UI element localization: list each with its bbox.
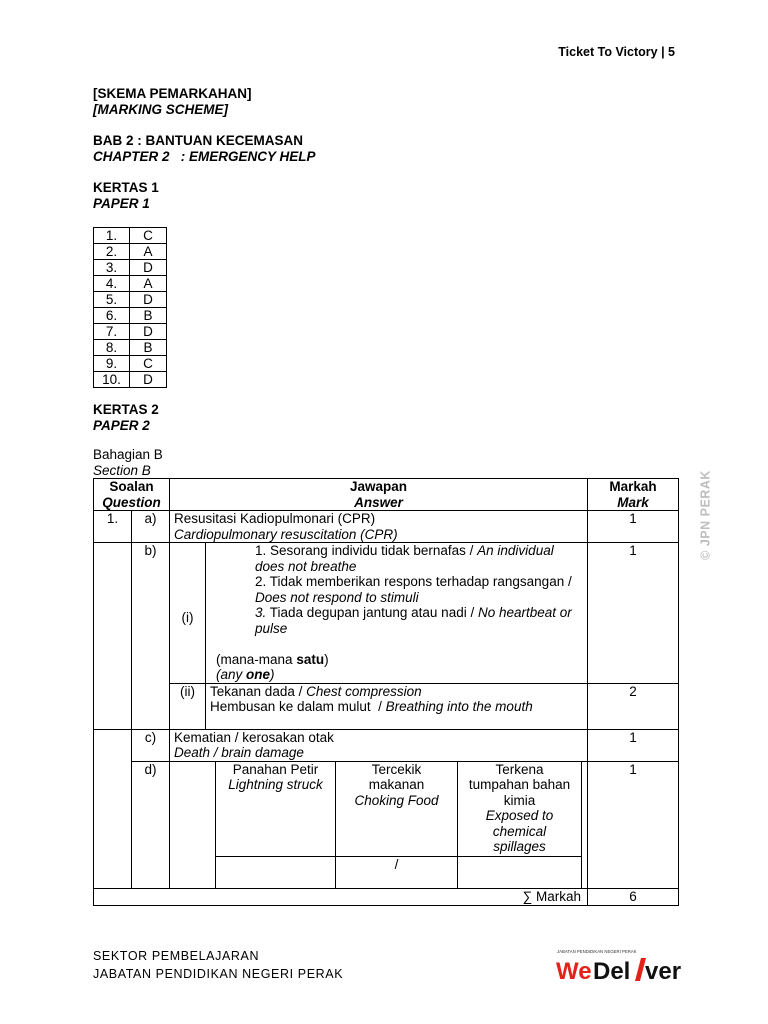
answer-number: 2. bbox=[94, 244, 130, 260]
question-header: Soalan Question bbox=[94, 479, 170, 511]
title-block bbox=[93, 86, 316, 212]
paper2-label-ms: KERTAS 2 bbox=[93, 402, 159, 417]
paper1-answer-table bbox=[93, 227, 167, 388]
answer-letter: C bbox=[130, 356, 167, 372]
answer-letter: A bbox=[130, 276, 167, 292]
table-row bbox=[94, 276, 167, 292]
svg-text:We: We bbox=[556, 958, 592, 984]
answer-d-tick: / bbox=[336, 857, 458, 888]
answer-number: 5. bbox=[94, 292, 130, 308]
answer-a: Resusitasi Kadiopulmonari (CPR) Cardiopulmonary resuscitation (CPR) bbox=[170, 511, 588, 543]
table-row-c bbox=[94, 729, 679, 761]
answer-number: 4. bbox=[94, 276, 130, 292]
paper1-label-en: PAPER 1 bbox=[93, 196, 150, 211]
table-row bbox=[94, 292, 167, 308]
table-row bbox=[94, 356, 167, 372]
answer-letter: C bbox=[130, 228, 167, 244]
answer-d-col1: Panahan Petir Lightning struck bbox=[216, 762, 336, 857]
table-row bbox=[94, 308, 167, 324]
answer-number: 7. bbox=[94, 324, 130, 340]
table-row bbox=[94, 244, 167, 260]
section-label-en: Section B bbox=[93, 462, 151, 478]
part-label-a: a) bbox=[132, 511, 170, 543]
mark-d: 1 bbox=[588, 761, 679, 888]
answer-letter: D bbox=[130, 372, 167, 388]
part-label-b: b) bbox=[132, 543, 170, 684]
page-header: Ticket To Victory | 5 bbox=[558, 45, 675, 59]
mark-a: 1 bbox=[588, 511, 679, 543]
answer-letter: D bbox=[130, 260, 167, 276]
table-row bbox=[94, 324, 167, 340]
svg-text:Del: Del bbox=[593, 958, 631, 984]
svg-text:JABATAN PENDIDIKAN NEGERI PERA: JABATAN PENDIDIKAN NEGERI PERAK bbox=[557, 949, 637, 954]
answer-b-ii: Tekanan dada / Chest compression Hembusan ke dalam mulut / Breathing into the mouth bbox=[206, 683, 588, 729]
table-header-row bbox=[94, 479, 679, 511]
answer-letter: D bbox=[130, 324, 167, 340]
scheme-title-en: [MARKING SCHEME] bbox=[93, 102, 228, 117]
mark-header: Markah Mark bbox=[588, 479, 679, 511]
table-row-a bbox=[94, 511, 679, 543]
sub-label-ii: (ii) bbox=[170, 683, 206, 729]
mark-b-i: 1 bbox=[588, 543, 679, 684]
answer-d bbox=[170, 761, 588, 888]
answer-number: 6. bbox=[94, 308, 130, 324]
footer-line2: JABATAN PENDIDIKAN NEGERI PERAK bbox=[93, 967, 344, 981]
table-row-b-ii bbox=[94, 683, 679, 729]
section-label-block bbox=[93, 447, 163, 478]
paper2-marking-table bbox=[93, 478, 679, 906]
paper1-label-ms: KERTAS 1 bbox=[93, 180, 159, 195]
footer bbox=[93, 947, 343, 983]
table-row bbox=[94, 260, 167, 276]
paper2-label-en: PAPER 2 bbox=[93, 417, 150, 433]
scheme-title-ms: [SKEMA PEMARKAHAN] bbox=[93, 86, 252, 101]
total-mark: 6 bbox=[588, 888, 679, 905]
jpn-perak-watermark bbox=[697, 470, 715, 560]
part-label-c: c) bbox=[132, 729, 170, 761]
total-label: ∑ Markah bbox=[94, 888, 588, 905]
chapter-title-en: CHAPTER 2 : EMERGENCY HELP bbox=[93, 149, 316, 164]
answer-letter: D bbox=[130, 292, 167, 308]
paper2-label-block bbox=[93, 402, 159, 433]
table-total-row bbox=[94, 888, 679, 905]
answer-d-col2: Tercekik makanan Choking Food bbox=[336, 762, 458, 857]
section-label-ms: Bahagian B bbox=[93, 447, 163, 462]
svg-text:ver: ver bbox=[645, 958, 682, 984]
svg-text:© JPN PERAK: © JPN PERAK bbox=[698, 470, 713, 560]
table-row bbox=[94, 340, 167, 356]
answer-number: 3. bbox=[94, 260, 130, 276]
answer-c: Kematian / kerosakan otak Death / brain damage bbox=[170, 729, 588, 761]
part-label-d: d) bbox=[132, 761, 170, 888]
question-number: 1. bbox=[94, 511, 132, 543]
chapter-title-ms: BAB 2 : BANTUAN KECEMASAN bbox=[93, 133, 304, 148]
footer-line1: SEKTOR PEMBELAJARAN bbox=[93, 949, 260, 963]
table-row bbox=[94, 228, 167, 244]
answer-letter: B bbox=[130, 340, 167, 356]
answer-number: 1. bbox=[94, 228, 130, 244]
mark-b-ii: 2 bbox=[588, 683, 679, 729]
answer-number: 10. bbox=[94, 372, 130, 388]
table-row-b-i bbox=[94, 543, 679, 684]
answer-letter: B bbox=[130, 308, 167, 324]
sub-label-i: (i) bbox=[170, 543, 206, 684]
we-deliver-logo bbox=[556, 946, 682, 984]
answer-number: 8. bbox=[94, 340, 130, 356]
answer-d-col3: Terkena tumpahan bahan kimia Exposed to chemical spillages bbox=[458, 762, 582, 857]
answer-b-i: 1. Sesorang individu tidak bernafas / An individual does not breathe 2. Tidak memberikan respons terhadap rangsangan / Does not respond to stimuli 3. Tiada degupan jantung atau nadi / No heartbeat or pulse (mana-mana satu) (any one) bbox=[206, 543, 588, 684]
answer-d-table bbox=[215, 762, 582, 888]
table-row-d bbox=[94, 761, 679, 888]
table-row bbox=[94, 372, 167, 388]
answer-header: Jawapan Answer bbox=[170, 479, 588, 511]
answer-letter: A bbox=[130, 244, 167, 260]
mark-c: 1 bbox=[588, 729, 679, 761]
answer-number: 9. bbox=[94, 356, 130, 372]
